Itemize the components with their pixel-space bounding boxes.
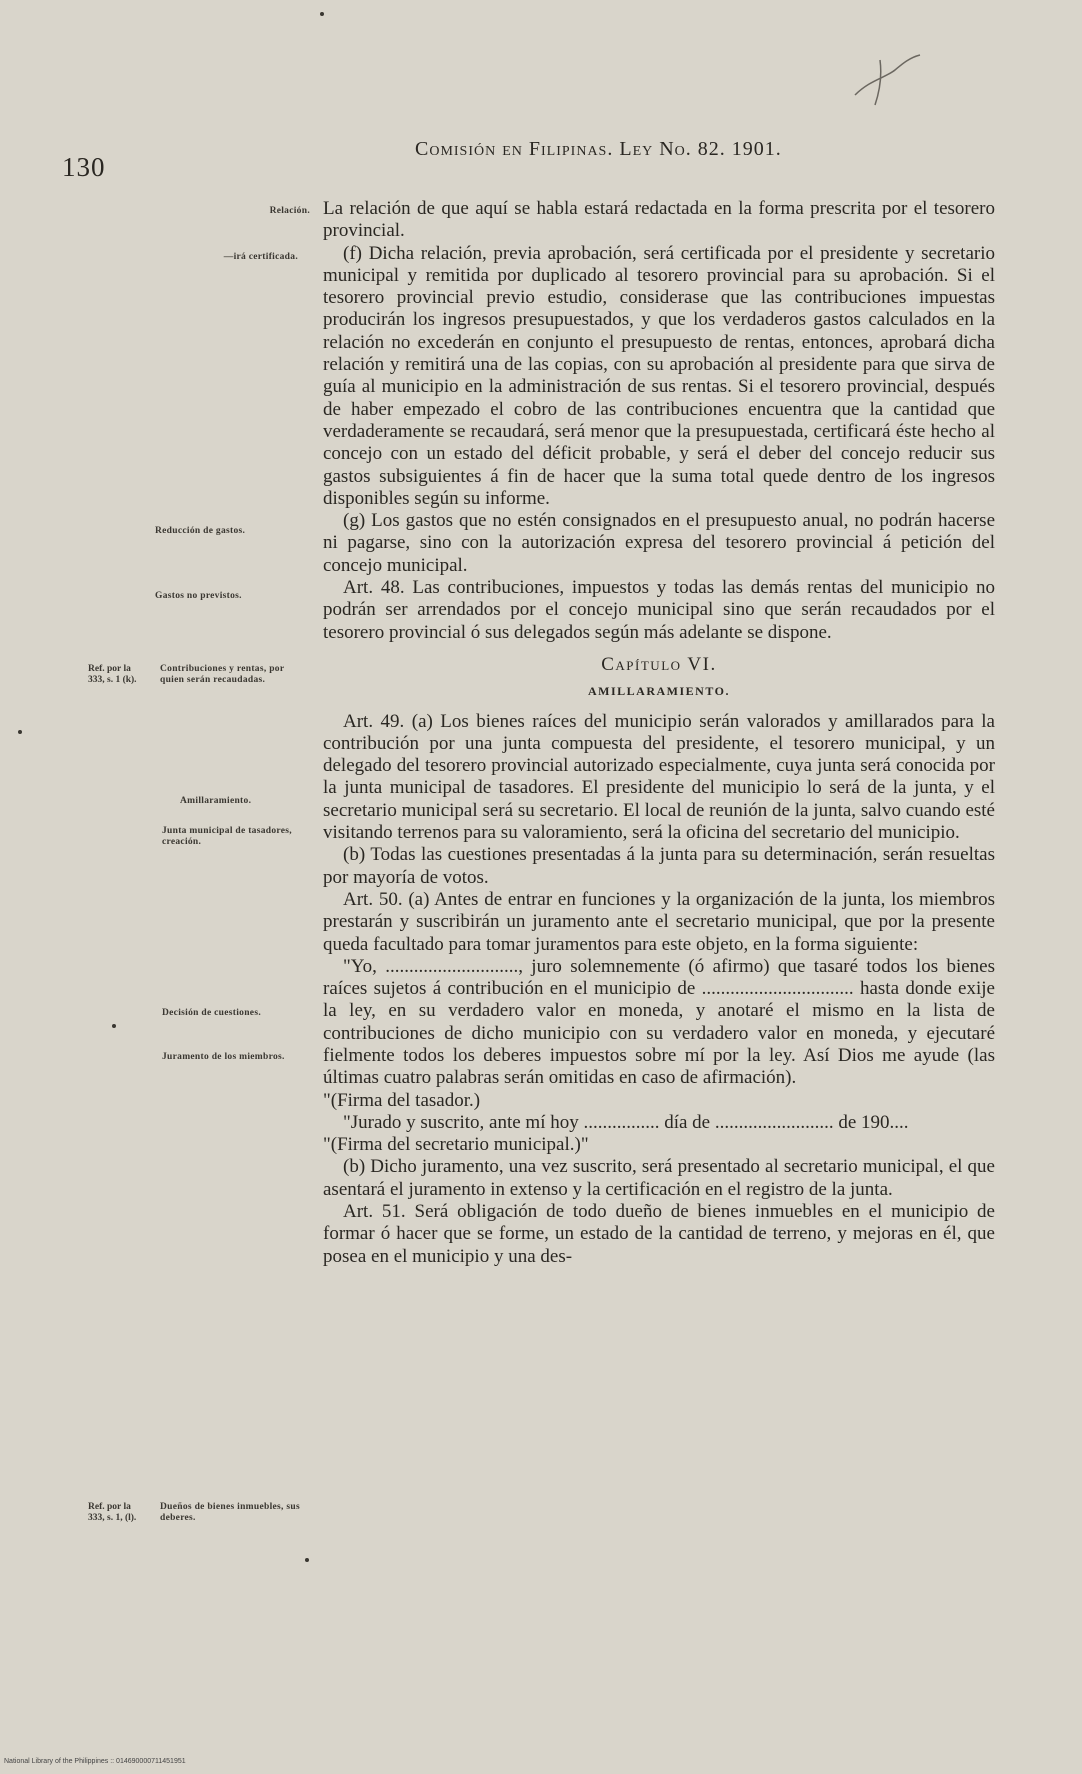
speck-mark bbox=[320, 12, 324, 16]
paragraph: Art. 51. Será obligación de todo dueño de bienes inmuebles en el municipio de formar ó hacer que se forme, un estado de la cantidad de terreno, y mejoras en él, que posea en el municipio y una des- bbox=[323, 1201, 995, 1267]
margin-note-gastos-no-previstos: Gastos no previstos. bbox=[155, 591, 242, 601]
margin-note-juramento: Juramento de los miembros. bbox=[162, 1052, 285, 1062]
paragraph: "Yo, ............................, juro solemnemente (ó afirmo) que tasaré todos los bienes raíces sujetos á contribución en el municipio de ................................ hasta donde exije la ley, en su verdadero valor en moneda, y anotaré el mismo en la lista de contribuciones de dicho municipio con su verdadero valor en moneda, y ejecutaré fielmente todos los deberes impuestos sobre mí por la ley. Así Dios me ayude (las últimas cuatro palabras serán omitidas en caso de afirmación). bbox=[323, 955, 995, 1089]
margin-ref-2: Ref. por la 333, s. 1, (l). bbox=[88, 1502, 137, 1523]
margin-note-duenos: Dueños de bienes inmuebles, sus deberes. bbox=[160, 1502, 300, 1523]
margin-note-reduccion: Reducción de gastos. bbox=[155, 526, 246, 536]
margin-note-contribuciones: Contribuciones y rentas, por quien serán recaudadas. bbox=[160, 664, 285, 685]
handwritten-mark bbox=[850, 50, 930, 110]
running-header: Comisión en Filipinas. Ley No. 82. 1901. bbox=[415, 138, 782, 160]
speck-mark bbox=[305, 1558, 309, 1562]
footer-credit: National Library of the Philippines :: 014690000711451951 bbox=[4, 1758, 186, 1765]
paragraph: (f) Dicha relación, previa aprobación, será certificada por el presidente y secretario municipal y remitida por duplicado al tesorero provincial para su aprobación. Si el tesorero provincial previo estudio, considerase que las contribuciones impuestas producirán los ingresos presupuestados, y que los verdaderos gastos calculados en la relación no excederán en conjunto el presupuesto de rentas, entonces, aprobará dicha relación y remitirá una de las copias, con su aprobación al presidente para que sirva de guía al municipio en la administración de sus rentas. Si el tesorero provincial, después de haber empezado el cobro de las contribuciones encuentra que la cantidad que verdaderamente se recaudará, será menor que la presupuestada, certificará éste hecho al concejo con un estado del déficit probable, y será el deber del concejo reducir sus gastos subsiguientes á fin de hacer que la suma total quede dentro de los ingresos disponibles según su informe. bbox=[323, 242, 995, 509]
main-text bbox=[323, 198, 995, 1268]
speck-mark bbox=[112, 1024, 116, 1028]
paragraph: Art. 49. (a) Los bienes raíces del municipio serán valorados y amillarados para la contribución por una junta compuesta del presidente, el tesorero municipal, y un delegado del tesorero provincial autorizado especialmente, cuya junta será conocida por la junta municipal de tasadores. El presidente del municipio lo será de la junta, y el secretario municipal será su secretario. El local de reunión de la junta, salvo cuando esté visitando terrenos para su valoramiento, será la oficina del secretario del municipio. bbox=[323, 710, 995, 844]
margin-note-junta: Junta municipal de tasadores, creación. bbox=[162, 826, 292, 847]
paragraph: (b) Dicho juramento, una vez suscrito, será presentado al secretario municipal, el que asentará el juramento in extenso y la certificación en el registro de la junta. bbox=[323, 1156, 995, 1200]
margin-note-ira-certificada: —irá certificada. bbox=[223, 252, 298, 262]
paragraph: (b) Todas las cuestiones presentadas á la junta para su determinación, serán resueltas por mayoría de votos. bbox=[323, 844, 995, 888]
speck-mark bbox=[18, 730, 22, 734]
page-number: 130 bbox=[62, 152, 106, 182]
chapter-title: Capítulo VI. bbox=[601, 653, 717, 675]
paragraph: "Jurado y suscrito, ante mí hoy ................ día de ......................... de 190.... bbox=[343, 1111, 909, 1133]
margin-ref-1: Ref. por la 333, s. 1 (k). bbox=[88, 664, 137, 685]
margin-note-amillaramiento: Amillaramiento. bbox=[180, 796, 252, 806]
margin-note-decision: Decisión de cuestiones. bbox=[162, 1008, 261, 1018]
signature-secretario: "(Firma del secretario municipal.)" bbox=[323, 1134, 589, 1156]
margin-note-relacion: Relación. bbox=[269, 206, 310, 216]
paragraph: Art. 50. (a) Antes de entrar en funciones y la organización de la junta, los miembros prestarán y suscribirán un juramento ante el secretario municipal, que por la presente queda facultado para tomar juramentos para este objeto, en la forma siguiente: bbox=[323, 888, 995, 955]
paragraph: (g) Los gastos que no estén consignados en el presupuesto anual, no podrán hacerse ni pagarse, sino con la autorización expresa del tesorero provincial á petición del concejo municipal. bbox=[323, 510, 995, 576]
paragraph: La relación de que aquí se habla estará redactada en la forma prescrita por el tesorero provincial. bbox=[323, 198, 995, 242]
signature-tasador: "(Firma del tasador.) bbox=[323, 1089, 481, 1111]
section-title: AMILLARAMIENTO. bbox=[588, 684, 730, 699]
paragraph: Art. 48. Las contribuciones, impuestos y todas las demás rentas del municipio no podrán ser arrendados por el concejo municipal sino que serán recaudados por el tesorero provincial ó sus delegados según más adelante se dispone. bbox=[323, 577, 995, 643]
